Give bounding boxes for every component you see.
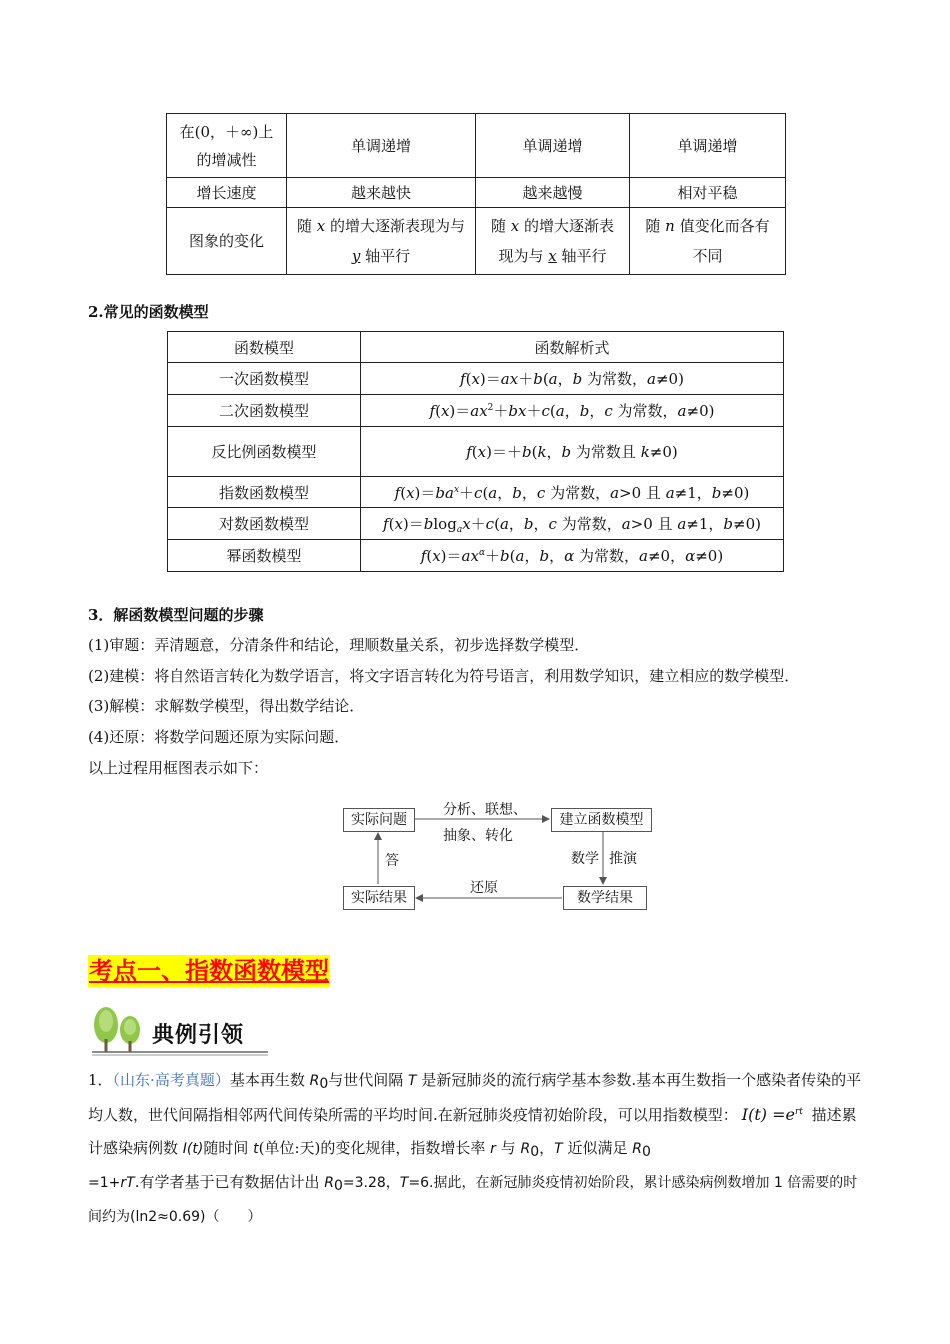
table-row (167, 178, 786, 208)
flow-box-build-model: 建立函数模型 (551, 808, 652, 832)
model-formula: f(x)＝ax＋b(a，b 为常数，a≠0) (361, 363, 784, 395)
table-cell: 越来越慢 (476, 178, 630, 208)
flow-box-actual-result: 实际结果 (343, 886, 415, 910)
model-formula: $I(t) =e^{rt}$ (741, 1105, 803, 1124)
arrow-label-restore: 还原 (470, 880, 498, 896)
flow-box-math-result: 数学结果 (563, 886, 647, 910)
table-row (168, 477, 784, 508)
table-cell: 相对平稳 (630, 178, 786, 208)
banner-title: 典例引领 (152, 1023, 245, 1048)
step-text: (4)还原：将数学问题还原为实际问题． (88, 728, 350, 746)
row-label: 增长速度 (167, 178, 287, 208)
table-cell: 越来越快 (287, 178, 476, 208)
arrow-label-analyze: 分析、联想、 (443, 802, 527, 818)
arrow-label-math: 数学 (571, 851, 599, 867)
step-text: (2)建模：将自然语言转化为数学语言，将文字语言转化为符号语言，利用数学知识，建立相应的数学模型． (88, 667, 800, 685)
table-row (168, 508, 784, 540)
flow-intro: 以上过程用框图表示如下： (88, 759, 269, 777)
growth-comparison-table (166, 113, 786, 275)
section-heading-steps: 3．解函数模型问题的步骤 (88, 606, 264, 624)
table-row (168, 395, 784, 427)
table-cell: 单调递增 (476, 114, 630, 178)
table-row (167, 208, 786, 275)
model-formula: f(x)＝＋b(k，b 为常数且 k≠0) (361, 427, 784, 477)
header-formula: 函数解析式 (361, 332, 784, 363)
row-label: 图象的变化 (167, 208, 287, 275)
table-row (167, 114, 786, 178)
model-name: 二次函数模型 (168, 395, 361, 427)
table-cell: 单调递增 (287, 114, 476, 178)
table-row (168, 427, 784, 477)
table-cell: 随 x 的增大逐渐表现为与 y 轴平行 (287, 208, 476, 275)
arrow-label-abstract: 抽象、转化 (443, 828, 513, 844)
table-cell: 单调递增 (630, 114, 786, 178)
table-row (168, 363, 784, 395)
model-formula: $f(x)=ax^2+bx+c(a$，b，c 为常数，a≠0) (361, 395, 784, 427)
model-name: 幂函数模型 (168, 540, 361, 572)
arrow-label-answer: 答 (385, 853, 399, 869)
topic-heading: 考点一、指数函数模型 (89, 957, 329, 985)
question-1: 1．（山东·高考真题）基本再生数 $R_0$与世代间隔 T 是新冠肺炎的流行病学基本参数.基本再生数指一个感染者传染的平均人数，世代间隔指相邻两代间传染所需的平均时间.在新冠肺炎疫情初始阶段，可以用指数模型： $I(t) =e^{rt}$ 描述累计感染病例数 I(t)随时间 t(单位:天)的变化规律，指数增长率 r 与 $R_0$，T 近似满足 $R_0$ =1+rT.有学者基于已有数据估计出 $R_0=3.28$，T=6.据此，在新冠肺炎疫情初始阶段，累计感染病例数增加 1 倍需要的时间约为(ln2≈0.69)（ ） (88, 1071, 862, 1225)
table-cell: 随 x 的增大逐渐表现为与 x 轴平行 (476, 208, 630, 275)
arrow-label-deduce: 推演 (609, 851, 637, 867)
row-label: 在(0，＋∞)上的增减性 (167, 114, 287, 178)
table-header-row (168, 332, 784, 363)
table-row (168, 540, 784, 572)
model-formula: $f(x)=ax^\alpha+b(a$，b，α 为常数，a≠0，α≠0) (361, 540, 784, 572)
model-name: 对数函数模型 (168, 508, 361, 540)
flow-box-actual-problem: 实际问题 (343, 808, 415, 832)
step-text: (3)解模：求解数学模型，得出数学结论． (88, 697, 365, 715)
model-name: 反比例函数模型 (168, 427, 361, 477)
header-model: 函数模型 (168, 332, 361, 363)
section-heading-models: 2.常见的函数模型 (88, 303, 209, 321)
question-source: （山东·高考真题） (112, 1071, 230, 1089)
model-formula: f(x)＝blog$_a$x＋c(a，b，c 为常数，a>0 且 a≠1，b≠0) (361, 508, 784, 540)
function-models-table (167, 331, 784, 572)
step-text: (1)审题：弄清题意，分清条件和结论，理顺数量关系，初步选择数学模型． (88, 636, 590, 654)
table-cell: 随 n 值变化而各有不同 (630, 208, 786, 275)
model-name: 一次函数模型 (168, 363, 361, 395)
model-name: 指数函数模型 (168, 477, 361, 508)
model-formula: $f(x)=ba^x+c(a$，b，c 为常数，a>0 且 a≠1，b≠0) (361, 477, 784, 508)
